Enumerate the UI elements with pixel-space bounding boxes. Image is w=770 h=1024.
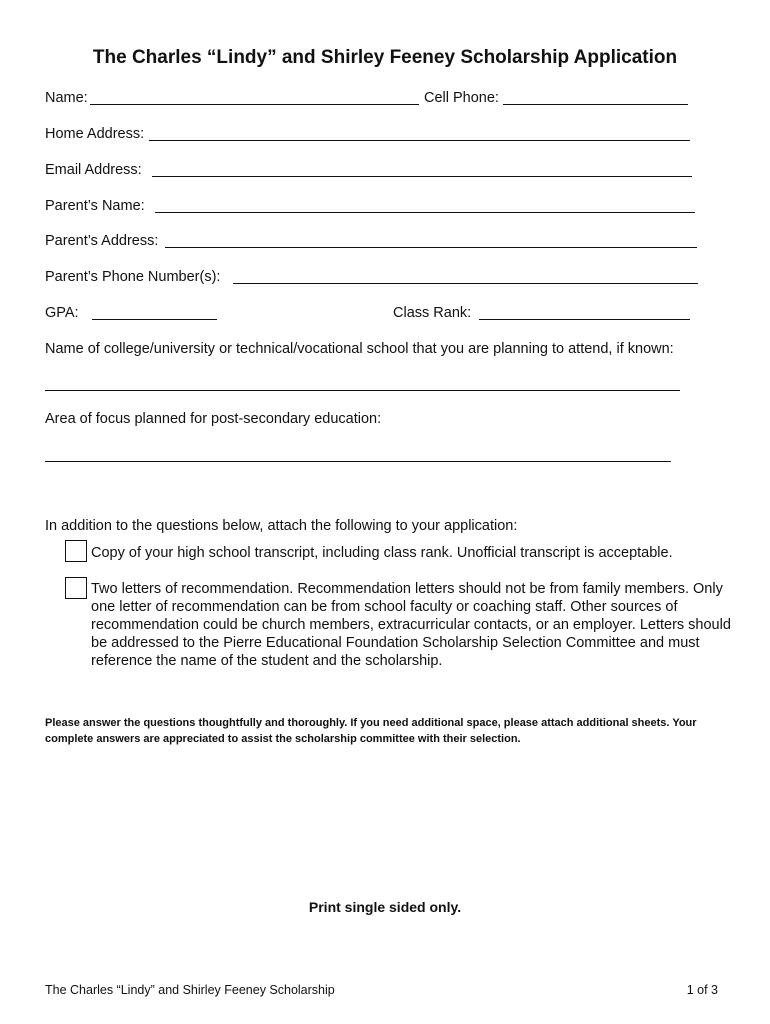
cell-phone-field[interactable]	[503, 104, 688, 105]
parents-address-field[interactable]	[165, 247, 697, 248]
instructions-note: Please answer the questions thoughtfully and thoroughly. If you need additional space, please attach additional sheets. Your complete answers are appreciated to assist the scholarship committee with their selection.	[45, 717, 697, 745]
name-field[interactable]	[90, 104, 419, 105]
parents-phone-label: Parent’s Phone Number(s):	[45, 269, 221, 285]
recommendation-item-label: Two letters of recommendation. Recommendation letters should not be from family members. Only one letter of recommendation can be from school faculty or coaching staff. Other sources of recommendation could be church members, extracurricular contacts, or an employer. Letters should be addressed to the Pierre Educational Foundation Scholarship Selection Committee and must reference the name of the student and the scholarship.	[91, 581, 731, 669]
footer-title: The Charles “Lindy” and Shirley Feeney Scholarship	[45, 983, 335, 997]
print-note: Print single sided only.	[308, 899, 462, 915]
college-field[interactable]	[45, 390, 680, 391]
gpa-label: GPA:	[45, 305, 79, 321]
page-number: 1 of 3	[686, 983, 718, 997]
parents-phone-field[interactable]	[233, 283, 698, 284]
transcript-item-label: Copy of your high school transcript, including class rank. Unofficial transcript is acceptable.	[91, 545, 673, 561]
cell-phone-label: Cell Phone:	[424, 90, 499, 106]
name-label: Name:	[45, 90, 88, 106]
gpa-field[interactable]	[92, 319, 217, 320]
transcript-checkbox[interactable]	[65, 540, 87, 562]
class-rank-label: Class Rank:	[393, 305, 472, 321]
recommendation-checkbox[interactable]	[65, 577, 87, 599]
parents-name-field[interactable]	[155, 212, 695, 213]
email-label: Email Address:	[45, 162, 142, 178]
parents-address-label: Parent’s Address:	[45, 233, 159, 249]
home-address-field[interactable]	[149, 140, 690, 141]
focus-field[interactable]	[45, 461, 671, 462]
college-label: Name of college/university or technical/vocational school that you are planning to attend, if known:	[45, 341, 674, 357]
attachments-intro: In addition to the questions below, attach the following to your application:	[45, 518, 518, 534]
parents-name-label: Parent’s Name:	[45, 198, 145, 214]
focus-label: Area of focus planned for post-secondary education:	[45, 411, 382, 427]
page-title: The Charles “Lindy” and Shirley Feeney Scholarship Application	[92, 47, 678, 68]
home-address-label: Home Address:	[45, 126, 145, 142]
class-rank-field[interactable]	[479, 319, 690, 320]
email-field[interactable]	[152, 176, 692, 177]
